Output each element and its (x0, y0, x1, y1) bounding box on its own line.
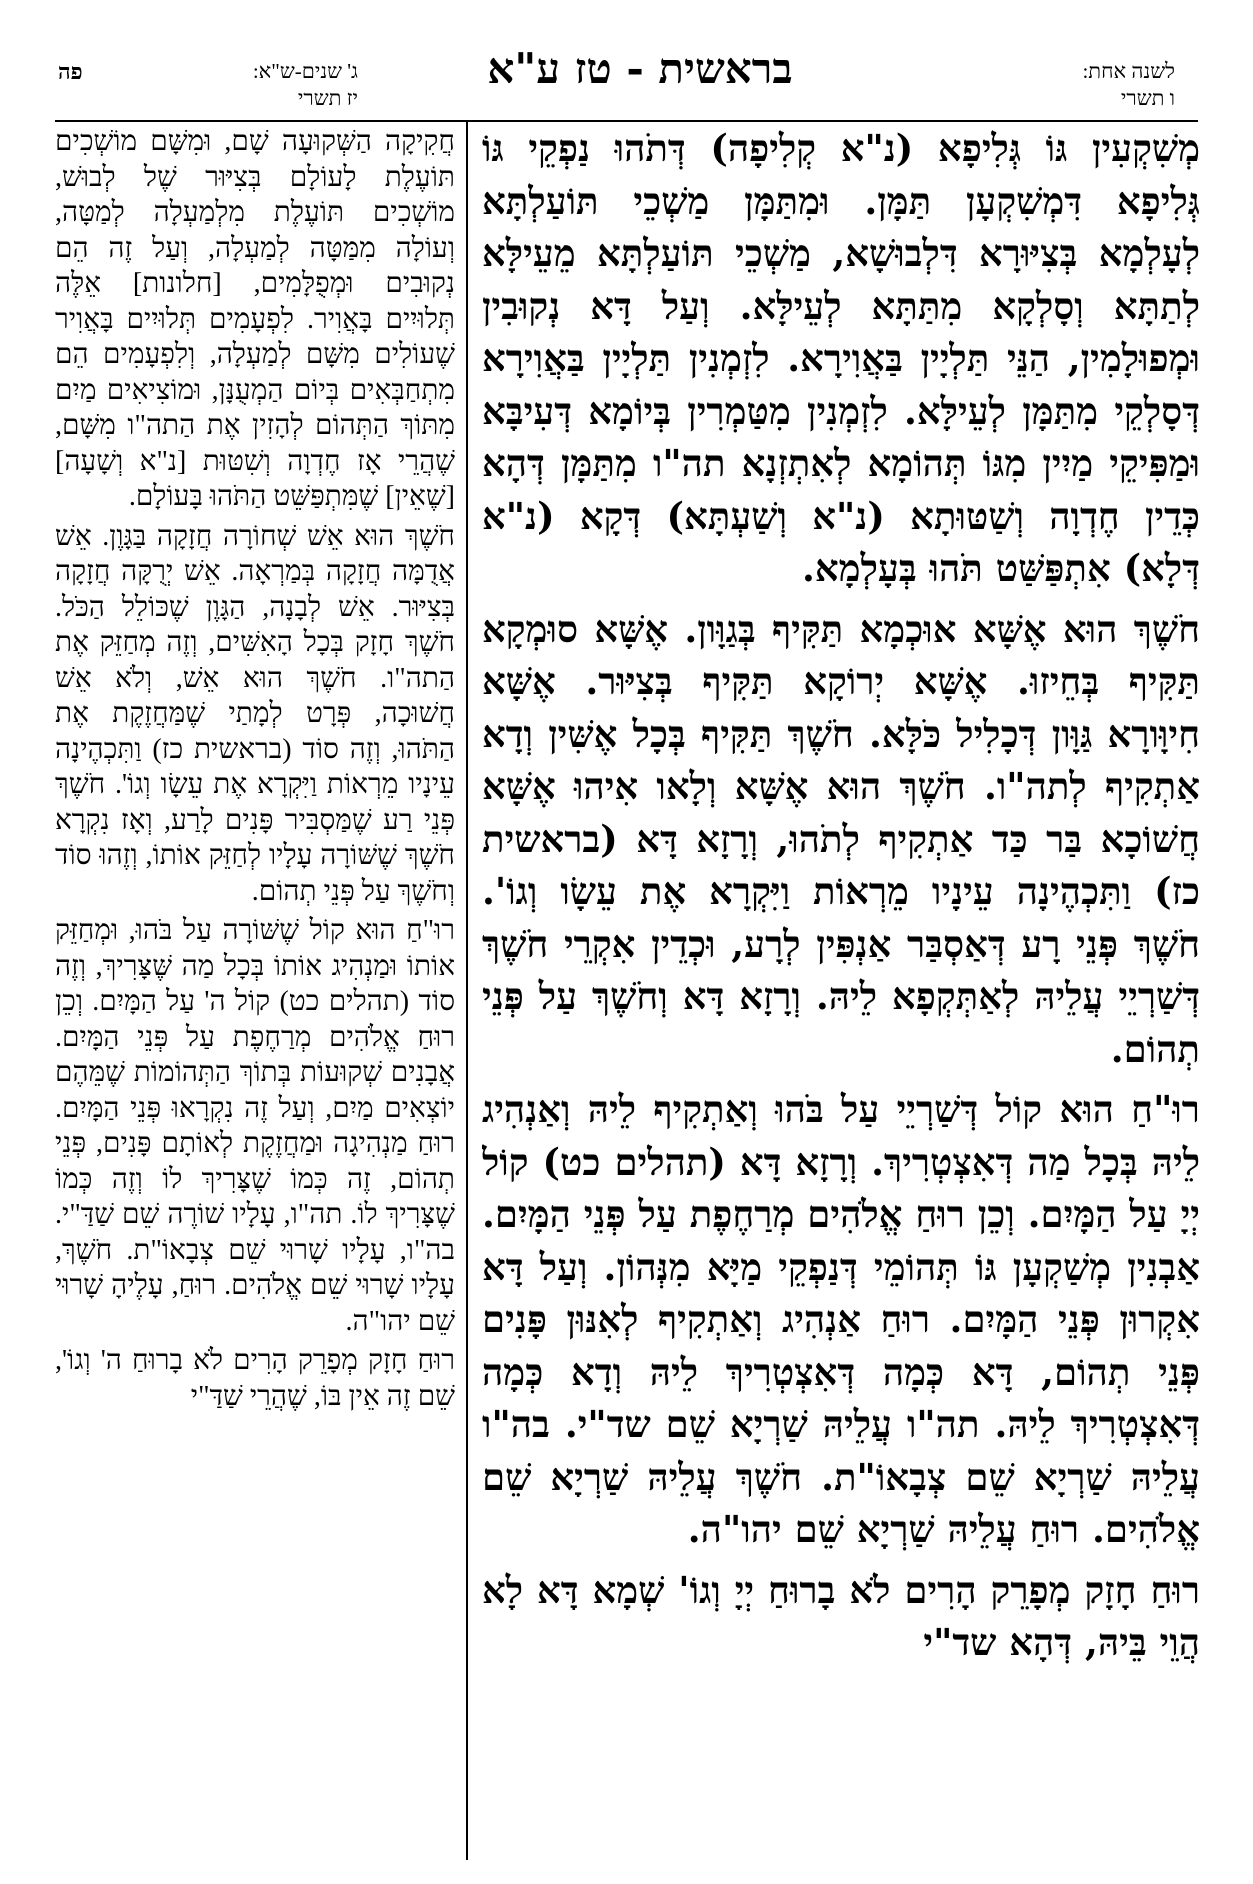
commentary-paragraph: רוּ"חַ הוּא קוֹל שֶׁשּׁוֹרָה עַל בֹּהוּ, וּמְחַזֵּק אוֹתוֹ וּמַנְהִיג אוֹתוֹ בְּכָל מַה שֶּׁצָּרִיךְ, וְזֶה סוֹד (תהלים כט) קוֹל ה' עַל הַמָּיִם. וְכֵן רוּחַ אֱלֹהִים מְרַחֶפֶת עַל פְּנֵי הַמָּיִם. אֲבָנִים שְׁקוּעוֹת בְּתוֹךְ הַתְּהוֹמוֹת שֶׁמֵּהֶם יוֹצְאִים מַיִם, וְעַל זֶה נִקְרָאוּ פְּנֵי הַמָּיִם. רוּחַ מַנְהִיגָה וּמַחֲזֶקֶת לְאוֹתָם פָּנִים, פְּנֵי תְהוֹם, זֶה כְּמוֹ שֶׁצָּרִיךְ לוֹ וְזֶה כְּמוֹ שֶׁצָּרִיךְ לוֹ. תה"ו, עָלָיו שׁוֹרֶה שֵׁם שַׁדַּ"י. בה"ו, עָלָיו שָׁרוּי שֵׁם צְבָאוֹ"ת. חֹשֶׁךְ, עָלָיו שָׁרוּי שֵׁם אֱלֹהִים. רוּחַ, עָלֶיהָ שָׁרוּי שֵׁם יהו"ה. (55, 915, 455, 1337)
page-title: בראשית - טז ע"א (487, 44, 793, 93)
header-left (58, 58, 358, 112)
header-right-date: ו תשרי (1120, 86, 1175, 110)
header-right (965, 58, 1175, 112)
commentary-paragraph: חֹשֶׁךְ הוּא אֵשׁ שְׁחוֹרָה חֲזָקָה בַּגָּוֶן. אֵשׁ אֲדֻמָּה חֲזָקָה בְּמַרְאָה. אֵשׁ יְרֻקָּה חֲזָקָה בְּצִיּוּר. אֵשׁ לְבָנָה, הַגָּוֶן שֶׁכּוֹלֵל הַכֹּל. חֹשֶׁךְ חָזָק בְּכָל הָאִשִּׁים, וְזֶה מְחַזֵּק אֶת הַתה"ו. חֹשֶׁךְ הוּא אֵשׁ, וְלֹא אֵשׁ חֲשׁוּכָה, פְּרָט לְמָתַי שֶׁמַּחֲזֶקֶת אֶת הַתֹּהוּ, וְזֶה סוֹד (בראשית כז) וַתִּכְהֶינָה עֵינָיו מֵרְאוֹת וַיִּקְרָא אֶת עֵשָׂו וְגוֹ'. חֹשֶׁךְ פְּנֵי רַע שֶׁמַּסְבִּיר פָּנִים לָרַע, וְאָז נִקְרָא חֹשֶׁךְ שֶׁשּׁוֹרָה עָלָיו לְחַזֵּק אוֹתוֹ, וְזֶהוּ סוֹד וְחֹשֶׁךְ עַל פְּנֵי תְהוֹם. (55, 520, 455, 907)
header-right-title: לשנה אחת: (1082, 59, 1175, 83)
main-paragraph: רוּ"חַ הוּא קוֹל דְּשַׁרְיֵי עַל בֹּהוּ וְאַתְקִיף לֵיהּ וְאַנְהִיג לֵיהּ בְּכָל מַה דְּאִצְטְרִיךְ. וְרָזָא דָּא (תהלים כט) קוֹל יְיָ עַל הַמָּיִם. וְכֵן רוּחַ אֱלֹהִים מְרַחֶפֶת עַל פְּנֵי הַמָּיִם. אַבְנִין מְשַׁקְעָן גּוֹ תְּהוֹמֵי דְּנַפְקֵי מַיָּא מִנְּהוֹן. וְעַל דָּא אִקְרוּן פְּנֵי הַמָּיִם. רוּחַ אַנְהִיג וְאַתְקִיף לְאִנּוּן פָּנִים פְּנֵי תְהוֹם, דָּא כְּמָה דְּאִצְטְרִיךְ לֵיהּ וְדָא כְּמָה דְּאִצְטְרִיךְ לֵיהּ. תה"ו עֲלֵיהּ שַׁרְיָא שֵׁם שד"י. בה"ו עֲלֵיהּ שַׁרְיָא שֵׁם צְבָאוֹ"ת. חֹשֶׁךְ עֲלֵיהּ שַׁרְיָא שֵׁם אֱלֹהִים. רוּחַ עֲלֵיהּ שַׁרְיָא שֵׁם יהו"ה. (482, 1087, 1200, 1551)
commentary-paragraph: רוּחַ חָזָק מְפָרֵק הָרִים לֹא בָרוּחַ ה' וְגוֹ', שֵׁם זֶה אֵין בּוֹ, שֶׁהֲרֵי שַׁדַּ"י (55, 1345, 455, 1412)
column-divider (466, 120, 468, 1860)
main-text-column (482, 122, 1200, 1867)
commentary-paragraph: חֲקִיקָה הַשְּׁקוּעָה שָׁם, וּמִשָּׁם מוֹשְׁכִים תּוֹעֶלֶת לָעוֹלָם בְּצִיּוּר שֶׁל לְבוּשׁ, מוֹשְׁכִים תּוֹעֶלֶת מִלְמַעְלָה לְמַטָּה, וְעוֹלָה מִמַּטָּה לְמַעְלָה, וְעַל זֶה הֵם נְקוּבִים וּמְפֻלָּמִים, [חלונות] אֵלֶּה תְּלוּיִים בָּאֲוִיר. לִפְעָמִים תְּלוּיִים בָּאֲוִיר שֶׁעוֹלִים מִשָּׁם לְמַעְלָה, וְלִפְעָמִים הֵם מִתְחַבְּאִים בְּיוֹם הַמְעֻנָּן, וּמוֹצִיאִים מַיִם מִתּוֹךְ הַתְּהוֹם לְהָזִין אֶת הַתה"ו מִשָּׁם, שֶׁהֲרֵי אָז חֶדְוָה וְשִׁטּוּת [נ"א וְשָׁעָה] [שֶׁאֵין] שֶׁמִּתְפַּשֵּׁט הַתֹּהוּ בָּעוֹלָם. (55, 126, 455, 512)
header-left-info: ג' שנים-ש"א: (252, 59, 358, 83)
main-paragraph: רוּחַ חָזָק מְפָרֵק הָרִים לֹא בָרוּחַ יְיָ וְגוֹ' שְׁמָא דָּא לָא הֲוֵי בֵּיהּ, דְּהָא שד"י (482, 1567, 1200, 1664)
main-paragraph: חֹשֶׁךְ הוּא אֶשָּׁא אוּכְמָא תַּקִּיף בְּגַוָּון. אֶשָּׁא סוּמְקָא תַּקִּיף בְּחֵיזוּ. אֶשָּׁא יְרוֹקָא תַּקִּיף בְּצִיּוּר. אֶשָּׁא חִיוָּורָא גַּוָּון דְּכָלִיל כֹּלָּא. חֹשֶׁךְ תַּקִּיף בְּכָל אֶשִּׁין וְדָא אַתְקִיף לְתה"ו. חֹשֶׁךְ הוּא אֶשָּׁא וְלָאו אִיהוּ אֶשָּׁא חֲשׁוֹכָא בַּר כַּד אַתְקִיף לְתֹהוּ, וְרָזָא דָּא (בראשית כז) וַתִּכְהֶינָה עֵינָיו מֵרְאוֹת וַיִּקְרָא אֶת עֵשָׂו וְגוֹ'. חֹשֶׁךְ פְּנֵי רָע דְּאַסְבַּר אַנְפִּין לְרָע, וּכְדֵין אִקְרֵי חֹשֶׁךְ דְּשַׁרְיֵי עֲלֵיהּ לְאַתְּקְפָא לֵיהּ. וְרָזָא דָּא וְחֹשֶׁךְ עַל פְּנֵי תְהוֹם. (482, 606, 1200, 1071)
page-number: פה (58, 59, 83, 84)
commentary-column (55, 124, 455, 1869)
main-paragraph: מְשִׁקְעִין גּוֹ גְּלִיפָא (נ"א קְלִיפָה) דְּתֹהוּ נַפְקֵי גּוֹ גְּלִיפָא דִּמְשִׁקְעָן תַּמָּן. וּמִתַּמָּן מַשְׁכֵי תּוֹעַלְתָּא לְעָלְמָא בְּצִיּוּרָא דִּלְבוּשָׁא, מַשְׁכֵי תּוֹעַלְתָּא מֵעֵילָּא לְתַתָּא וְסָלְקָא מִתַּתָּא לְעֵילָּא. וְעַל דָּא נְקוּבִין וּמְפוּלָמִין, הַנֵּי תַּלְיָין בַּאֲוִירָא. לִזְמְנִין תַּלְיָין בַּאֲוִירָא דְּסָלְקֵי מִתַּמָּן לְעֵילָּא. לִזְמְנִין מִטַּמְרִין בְּיוֹמָא דְּעִיבָּא וּמַפִּיקֵי מַיִין מִגּוֹ תְּהוֹמָא לְאִתְזְנָא תה"ו מִתַּמָּן דְּהָא כְּדֵין חֶדְוָה וְשַׁטּוּתָא (נ"א וְשַׁעְתָּא) דְּקָא (נ"א דְּלָא) אִתְפַּשַּׁט תֹּהוּ בְּעָלְמָא. (482, 126, 1200, 590)
header-left-date: יז תשרי (297, 86, 358, 110)
